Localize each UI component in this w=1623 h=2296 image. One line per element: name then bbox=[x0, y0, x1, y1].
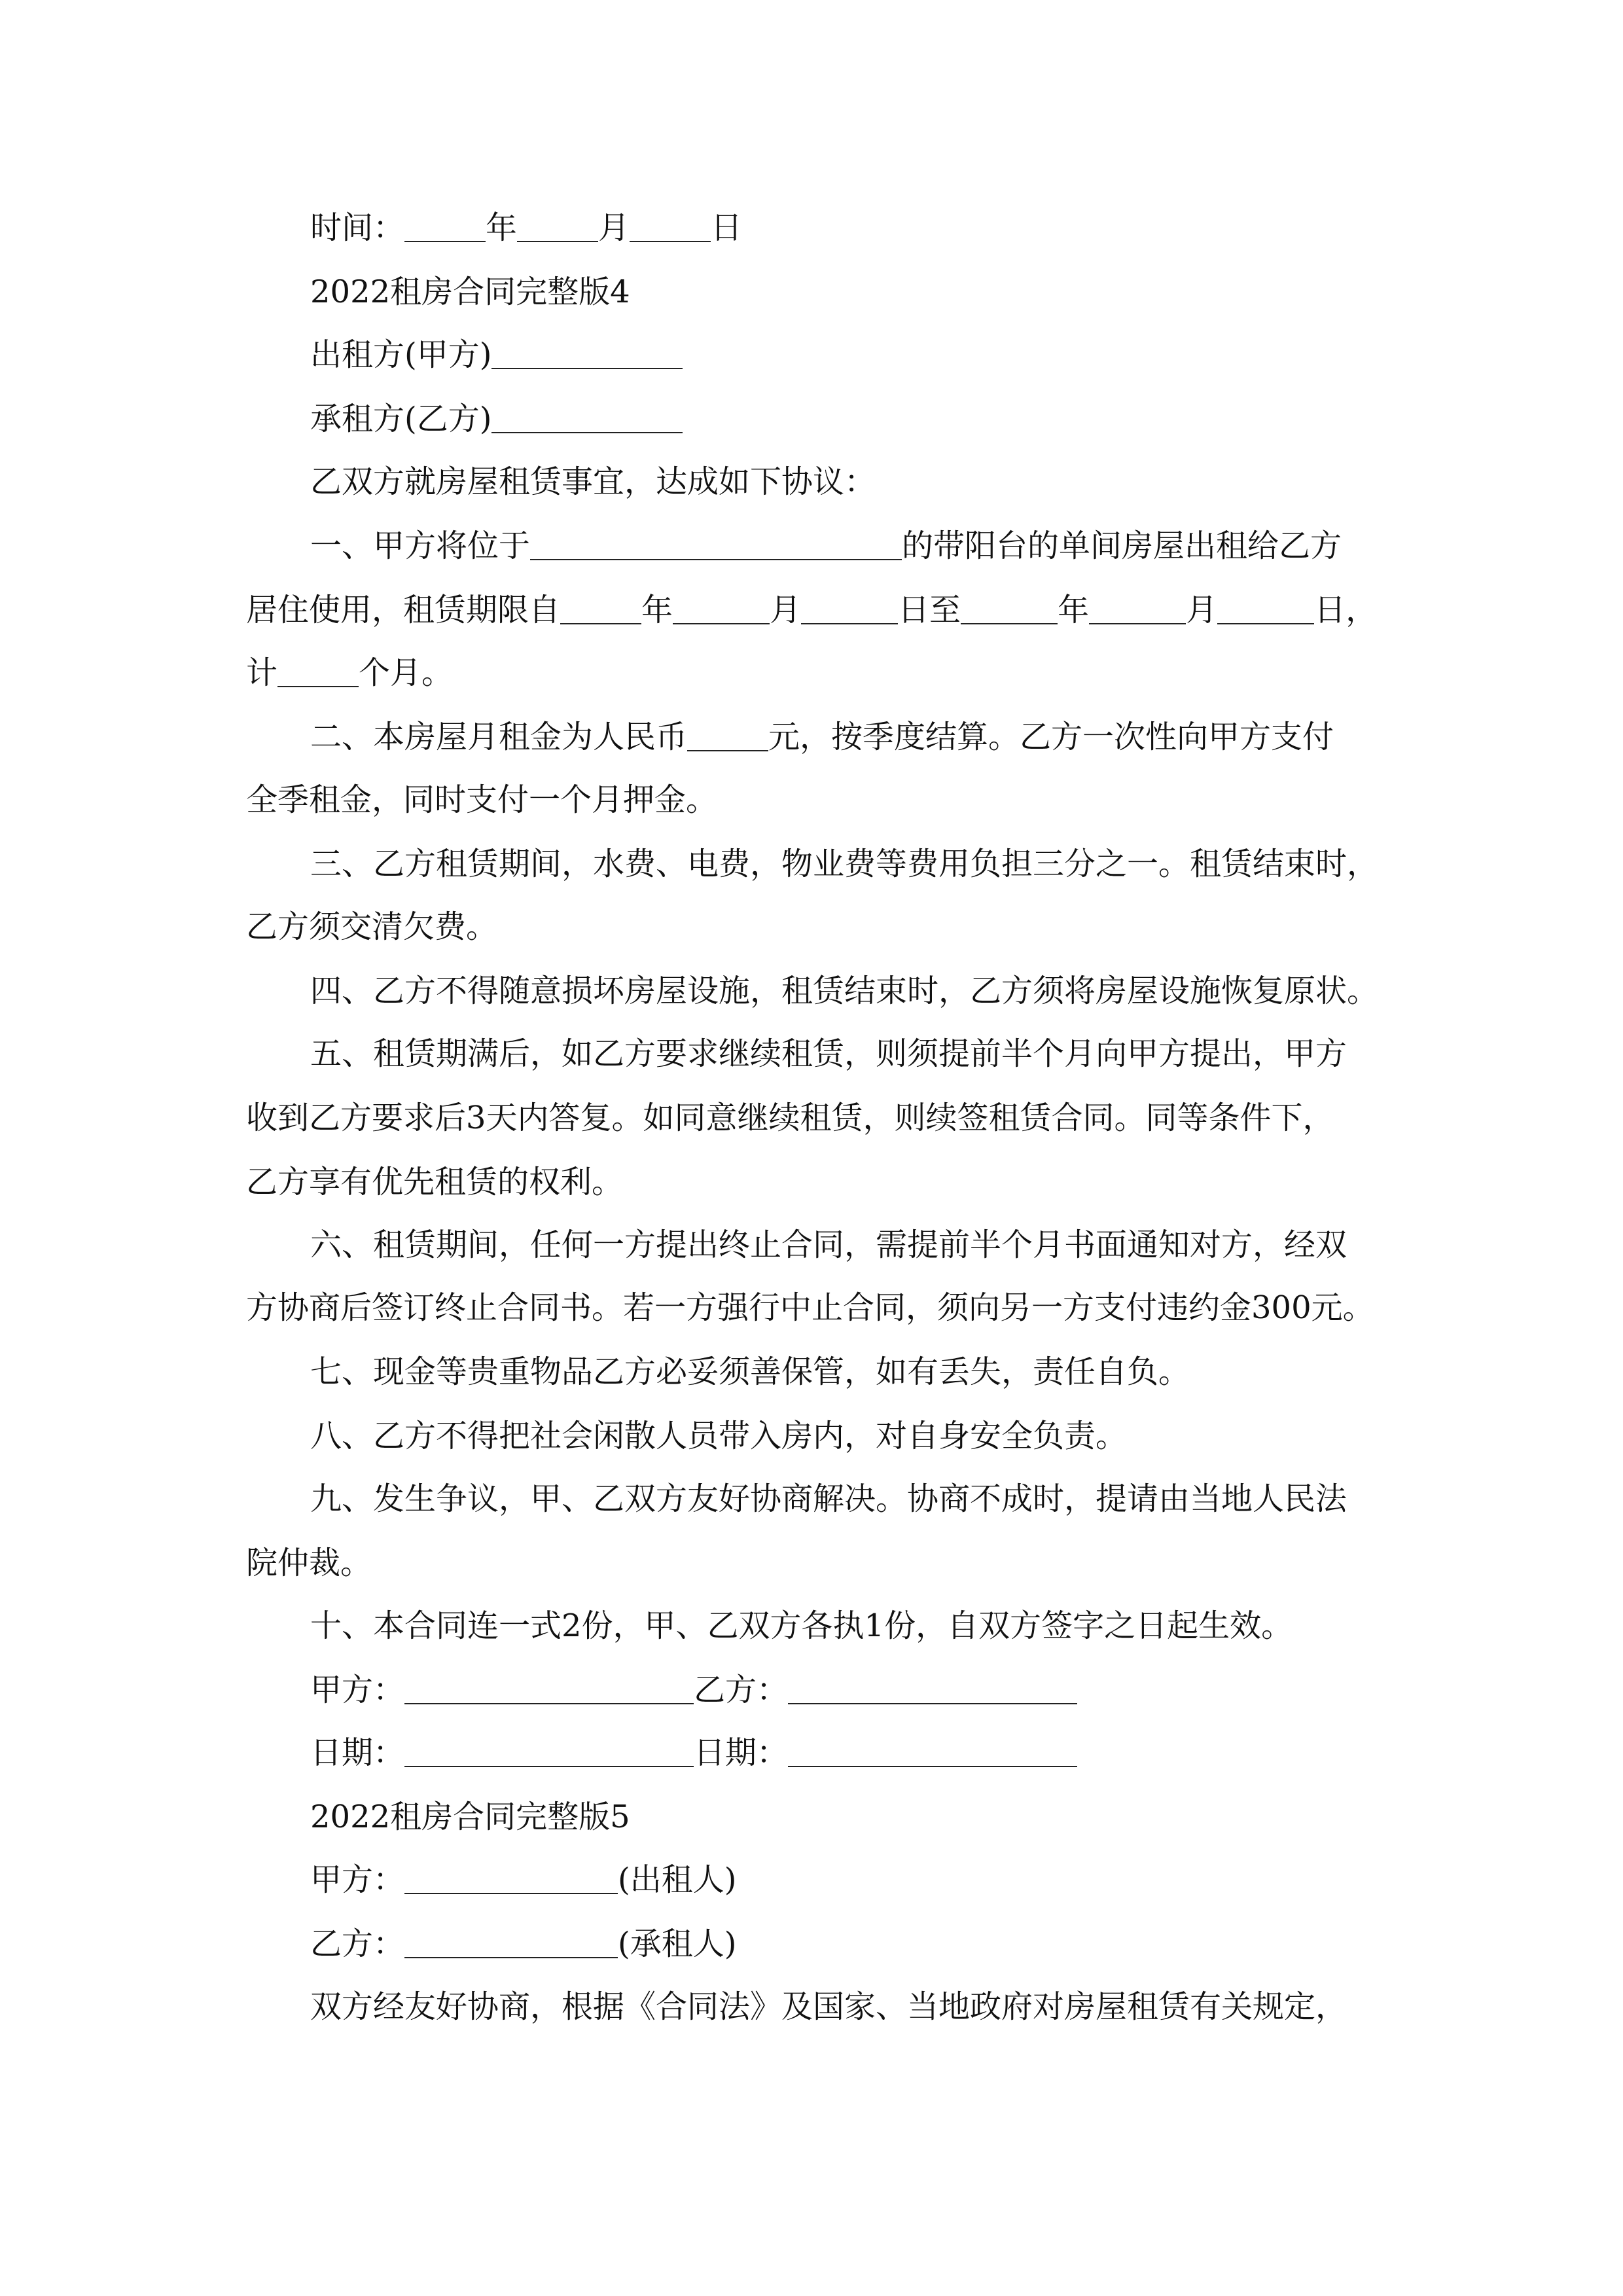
intro-line: 乙双方就房屋租赁事宜，达成如下协议： bbox=[310, 463, 876, 500]
day-label: 日 bbox=[711, 209, 743, 246]
clause9-line1: 九、发生争议，甲、乙双方友好协商解决。协商不成时，提请由当地人民法 bbox=[310, 1480, 1347, 1517]
end-month-label: 月 bbox=[1186, 592, 1218, 628]
end-year-label: 年 bbox=[1058, 592, 1090, 628]
start-year-blank[interactable] bbox=[560, 594, 641, 624]
c5-intro-line: 双方经友好协商，根据《合同法》及国家、当地政府对房屋租赁有关规定， bbox=[310, 1988, 1347, 2025]
clause6-line1: 六、租赁期间，任何一方提出终止合同，需提前半个月书面通知对方，经双 bbox=[310, 1227, 1347, 1263]
party-b-sign-blank[interactable] bbox=[788, 1674, 1077, 1704]
clause9-line2: 院仲裁。 bbox=[246, 1545, 372, 1581]
clause4-line: 四、乙方不得随意损坏房屋设施，租赁结束时，乙方须将房屋设施恢复原状。 bbox=[310, 973, 1379, 1009]
clause1-text-a: 一、甲方将位于 bbox=[310, 528, 531, 564]
start-day-blank[interactable] bbox=[801, 594, 898, 624]
month-blank[interactable] bbox=[517, 212, 598, 242]
contract4-heading: 2022租房合同完整版4 bbox=[310, 274, 630, 310]
clause1-text-f: 个月。 bbox=[359, 655, 454, 691]
year-label: 年 bbox=[486, 209, 518, 246]
clause1-text-c: 居住使用，租赁期限自 bbox=[246, 592, 561, 628]
start-month-label: 月 bbox=[770, 592, 802, 628]
start-day-label: 日至 bbox=[898, 592, 961, 628]
year-blank[interactable] bbox=[404, 212, 486, 242]
clause1-text-b: 的带阳台的单间房屋出租给乙方 bbox=[902, 528, 1342, 564]
end-day-label: 日， bbox=[1314, 592, 1378, 628]
lessee-label: 承租方(乙方) bbox=[310, 401, 492, 437]
clause2-line2: 全季租金，同时支付一个月押金。 bbox=[246, 781, 718, 818]
clause10-line: 十、本合同连一式2份，甲、乙双方各执1份，自双方签字之日起生效。 bbox=[310, 1607, 1293, 1644]
c5-party-b-blank[interactable] bbox=[404, 1928, 618, 1958]
lessor-blank[interactable] bbox=[491, 339, 683, 369]
clause1-text-e: 计 bbox=[246, 655, 278, 691]
party-b-date-blank[interactable] bbox=[788, 1737, 1077, 1767]
end-year-blank[interactable] bbox=[961, 594, 1058, 624]
clause5-line2: 收到乙方要求后3天内答复。如同意继续租赁，则续签租赁合同。同等条件下， bbox=[246, 1100, 1334, 1136]
c5-party-b-role: (承租人) bbox=[618, 1926, 737, 1962]
clause6-line2: 方协商后签订终止合同书。若一方强行中止合同，须向另一方支付违约金300元。 bbox=[246, 1289, 1374, 1326]
clause5-line1: 五、租赁期满后，如乙方要求继续租赁，则须提前半个月向甲方提出，甲方 bbox=[310, 1035, 1347, 1072]
contract5-heading: 2022租房合同完整版5 bbox=[310, 1799, 630, 1835]
clause2-line1 bbox=[310, 717, 1334, 757]
date-label: 时间： bbox=[310, 209, 405, 246]
clause3-line2: 乙方须交清欠费。 bbox=[246, 908, 498, 945]
party-a-date-label: 日期： bbox=[310, 1734, 405, 1771]
clause1-line3 bbox=[246, 653, 453, 692]
party-a-date-blank[interactable] bbox=[404, 1737, 694, 1767]
c5-party-a-line bbox=[310, 1860, 736, 1899]
date-line bbox=[310, 208, 742, 247]
party-a-sign-label: 甲方： bbox=[310, 1672, 405, 1708]
clause1-line1 bbox=[310, 526, 1342, 565]
clause2-text-b: 元，按季度结算。乙方一次性向甲方支付 bbox=[768, 719, 1334, 755]
clause1-line2 bbox=[246, 590, 1377, 630]
start-month-blank[interactable] bbox=[673, 594, 770, 624]
clause5-line3: 乙方享有优先租赁的权利。 bbox=[246, 1164, 624, 1200]
lessee-line bbox=[310, 399, 683, 439]
end-day-blank[interactable] bbox=[1217, 594, 1314, 624]
clause2-text-a: 二、本房屋月租金为人民币 bbox=[310, 719, 688, 755]
c5-party-b-label: 乙方： bbox=[310, 1926, 405, 1962]
party-a-sign-blank[interactable] bbox=[404, 1674, 694, 1704]
end-month-blank[interactable] bbox=[1089, 594, 1186, 624]
party-b-sign-label: 乙方： bbox=[694, 1672, 789, 1708]
clause8-line: 八、乙方不得把社会闲散人员带入房内，对自身安全负责。 bbox=[310, 1418, 1128, 1454]
rent-blank[interactable] bbox=[687, 721, 768, 751]
lessor-label: 出租方(甲方) bbox=[310, 336, 492, 373]
c5-party-a-label: 甲方： bbox=[310, 1861, 405, 1898]
month-label: 月 bbox=[598, 209, 630, 246]
day-blank[interactable] bbox=[630, 212, 711, 242]
start-year-label: 年 bbox=[641, 592, 673, 628]
months-blank[interactable] bbox=[277, 657, 359, 687]
clause7-line: 七、现金等贵重物品乙方必妥须善保管，如有丢失，责任自负。 bbox=[310, 1354, 1190, 1390]
signature-line bbox=[310, 1670, 1077, 1710]
address-blank[interactable] bbox=[530, 530, 902, 560]
sign-date-line bbox=[310, 1733, 1077, 1772]
lessor-line bbox=[310, 335, 683, 374]
party-b-date-label: 日期： bbox=[694, 1734, 789, 1771]
clause3-line1: 三、乙方租赁期间，水费、电费，物业费等费用负担三分之一。租赁结束时， bbox=[310, 846, 1379, 882]
c5-party-b-line bbox=[310, 1924, 736, 1964]
lessee-blank[interactable] bbox=[491, 403, 683, 433]
c5-party-a-blank[interactable] bbox=[404, 1864, 618, 1894]
c5-party-a-role: (出租人) bbox=[618, 1861, 737, 1898]
